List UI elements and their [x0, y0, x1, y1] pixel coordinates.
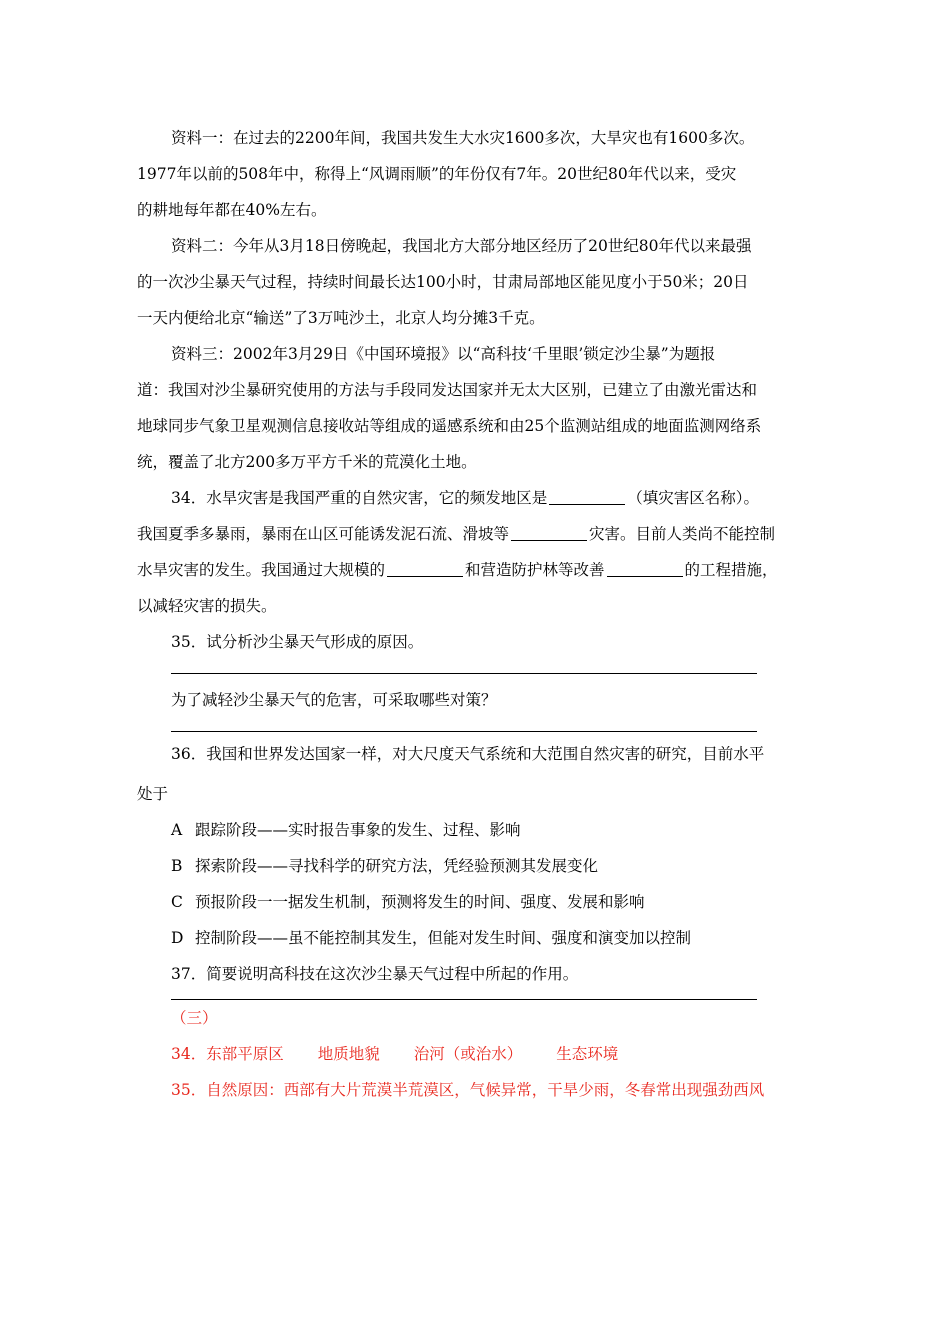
answer-34-item-3: 治河（或治水） — [413, 1045, 523, 1063]
question-34-line-2 — [137, 516, 817, 552]
material-3-line-1: 资料三：2002年3月29日《中国环境报》以“高科技‘千里眼’锁定沙尘暴”为题报 — [171, 345, 716, 363]
question-37 — [137, 956, 817, 1000]
q36-option-c-letter: C — [171, 893, 183, 911]
material-1-line-1: 资料一：在过去的2200年间，我国共发生大水灾1600多次，大旱灾也有1600多次。 — [171, 129, 755, 147]
material-3 — [137, 336, 817, 480]
q36-option-a[interactable] — [137, 812, 817, 848]
answer-section-label: （三） — [171, 1009, 218, 1027]
q34-text-1b: （填灾害区名称）。 — [627, 489, 759, 507]
q34-blank-1[interactable] — [549, 488, 625, 505]
question-36-line-1: 36．我国和世界发达国家一样，对大尺度天气系统和大范围自然灾害的研究，目前水平 — [171, 745, 765, 763]
material-2-line-3: 一天内便给北京“输送”了3万吨沙土，北京人均分摊3千克。 — [137, 309, 545, 327]
q36-option-d-text: 控制阶段——虽不能控制其发生，但能对发生时间、强度和演变加以控制 — [195, 929, 692, 947]
exam-page — [137, 120, 817, 1108]
question-37-text: 37．简要说明高科技在这次沙尘暴天气过程中所起的作用。 — [171, 965, 579, 983]
q36-option-b-letter: B — [171, 857, 183, 875]
answer-34-item-2: 地质地貌 — [317, 1045, 380, 1063]
q34-text-1a: 34．水旱灾害是我国严重的自然灾害，它的频发地区是 — [171, 489, 548, 507]
q34-text-3c: 的工程措施， — [684, 561, 778, 579]
answer-34-num: 34． — [171, 1045, 207, 1063]
question-36 — [137, 736, 817, 956]
q35-answer-line-2[interactable] — [171, 730, 757, 732]
answer-35: 35．自然原因：西部有大片荒漠半荒漠区，气候异常，干旱少雨，冬春常出现强劲西风 — [171, 1081, 765, 1099]
answer-34 — [137, 1036, 817, 1072]
material-2-line-1: 资料二：今年从3月18日傍晚起，我国北方大部分地区经历了20世纪80年代以来最强 — [171, 237, 752, 255]
q34-text-3a: 水旱灾害的发生。我国通过大规模的 — [137, 561, 386, 579]
q34-text-3b: 和营造防护林等改善 — [465, 561, 605, 579]
answer-34-item-4: 生态环境 — [556, 1045, 619, 1063]
q36-option-d-letter: D — [171, 929, 184, 947]
question-36-line-2: 处于 — [137, 785, 169, 803]
answer-34-item-1: 东部平原区 — [206, 1045, 284, 1063]
material-1-line-3: 的耕地每年都在40%左右。 — [137, 201, 327, 219]
q36-option-b-text: 探索阶段——寻找科学的研究方法，凭经验预测其发展变化 — [195, 857, 599, 875]
q36-option-a-text: 跟踪阶段——实时报告事象的发生、过程、影响 — [195, 821, 521, 839]
material-3-line-2: 道：我国对沙尘暴研究使用的方法与手段同发达国家并无太大区别，已建立了由激光雷达和 — [137, 381, 758, 399]
question-34-line-4: 以减轻灾害的损失。 — [137, 597, 277, 615]
q36-option-a-letter: A — [171, 821, 183, 839]
question-34-line-1 — [137, 480, 817, 516]
question-35-text: 35．试分析沙尘暴天气形成的原因。 — [171, 633, 424, 651]
q34-text-2b: 灾害。目前人类尚不能控制 — [589, 525, 776, 543]
q36-option-c-text: 预报阶段一一据发生机制，预测将发生的时间、强度、发展和影响 — [195, 893, 645, 911]
q36-option-c[interactable] — [137, 884, 817, 920]
answer-key — [137, 1000, 817, 1108]
question-34-line-3 — [137, 552, 817, 588]
q36-option-b[interactable] — [137, 848, 817, 884]
material-2 — [137, 228, 817, 336]
q35-answer-line-1[interactable] — [171, 672, 757, 674]
q34-text-2a: 我国夏季多暴雨，暴雨在山区可能诱发泥石流、滑坡等 — [137, 525, 510, 543]
material-1 — [137, 120, 817, 228]
q36-option-d[interactable] — [137, 920, 817, 956]
q34-blank-2[interactable] — [511, 524, 587, 541]
material-2-line-2: 的一次沙尘暴天气过程，持续时间最长达100小时，甘肃局部地区能见度小于50米；20日 — [137, 273, 749, 291]
q36-options — [137, 812, 817, 956]
material-3-line-3: 地球同步气象卫星观测信息接收站等组成的遥感系统和由25个监测站组成的地面监测网络系 — [137, 417, 762, 435]
material-3-line-4: 统，覆盖了北方200多万平方千米的荒漠化土地。 — [137, 453, 477, 471]
q34-blank-4[interactable] — [607, 560, 683, 577]
question-35 — [137, 624, 817, 732]
question-35-subtext: 为了减轻沙尘暴天气的危害，可采取哪些对策？ — [171, 691, 497, 709]
question-34 — [137, 480, 817, 624]
material-1-line-2: 1977年以前的508年中，称得上“风调雨顺”的年份仅有7年。20世纪80年代以来，受灾 — [137, 165, 737, 183]
q34-blank-3[interactable] — [387, 560, 463, 577]
